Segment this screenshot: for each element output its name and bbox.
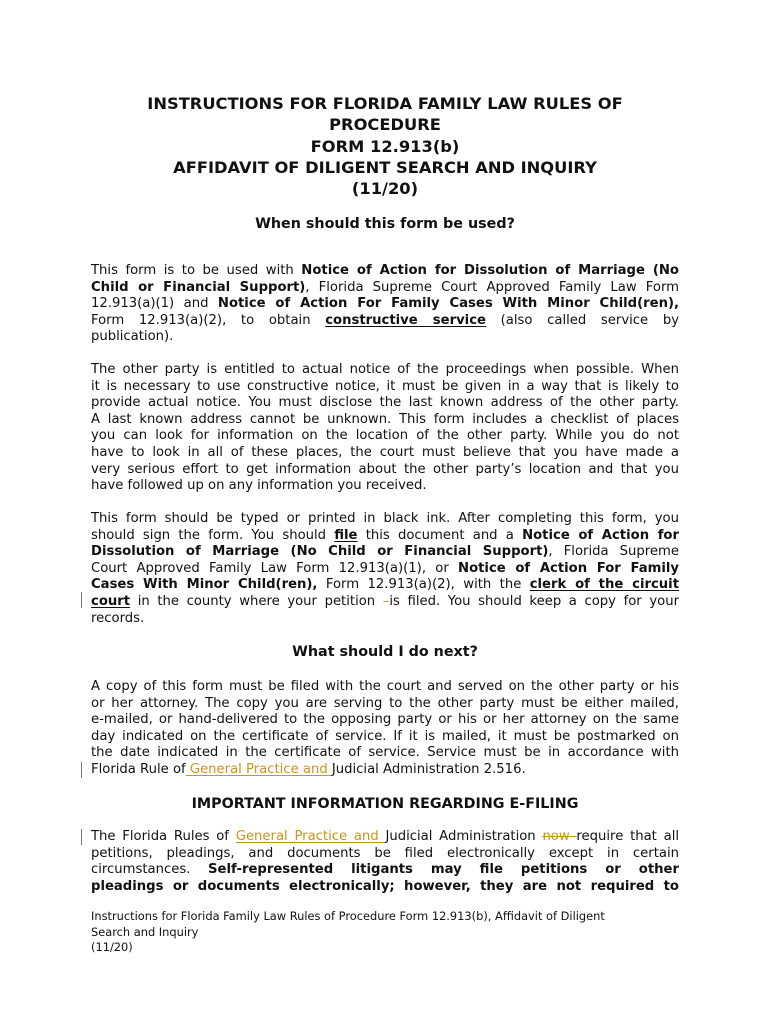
paragraph-line: circumstances. Self-represented litigants may file petitions or other bbox=[91, 862, 679, 878]
footer-line-1: Instructions for Florida Family Law Rules of Procedure Form 12.913(b), Affidavit of Diligent bbox=[91, 909, 605, 923]
paragraph-line: day indicated on the certificate of service. If it is mailed, it must be postmarked on bbox=[91, 728, 679, 744]
revision-change-bar bbox=[81, 592, 82, 608]
paragraph-line: have followed up on any information you received. bbox=[91, 478, 427, 494]
document-title bbox=[90, 93, 680, 199]
paragraph-line: This form should be typed or printed in black ink. After completing this form, you bbox=[91, 511, 679, 526]
heading-what-next: What should I do next? bbox=[292, 644, 478, 660]
inserted-dash: – bbox=[382, 593, 390, 609]
paragraph-line: records. bbox=[91, 610, 145, 626]
paragraph-line: Court Approved Family Law Form 12.913(a)(1), or Notice of Action For Family bbox=[91, 560, 679, 576]
paragraph-line: This form is to be used with Notice of Action for Dissolution of Marriage (No bbox=[91, 263, 679, 278]
paragraph-line: should sign the form. You should file this document and a Notice of Action for bbox=[91, 527, 679, 543]
footer-line-3: (11/20) bbox=[91, 940, 133, 954]
clerk-term: clerk of the circuit bbox=[529, 577, 680, 593]
paragraph-line: it is necessary to use constructive notice, it must be given in a way that is likely to bbox=[91, 378, 679, 394]
deleted-text: now bbox=[542, 829, 577, 844]
paragraph-line: The other party is entitled to actual notice of the proceedings when possible. When bbox=[91, 362, 679, 377]
paragraph-line: have to look in all of these places, the court must believe that you have made a bbox=[91, 444, 679, 460]
paragraph-line: e-mailed, or hand-delivered to the opposing party or his or her attorney on the same bbox=[91, 712, 679, 728]
title-line-4: AFFIDAVIT OF DILIGENT SEARCH AND INQUIRY bbox=[173, 157, 597, 177]
revision-change-bar bbox=[81, 762, 82, 778]
paragraph-line: Dissolution of Marriage (No Child or Financial Support), Florida Supreme bbox=[91, 544, 679, 560]
paragraph-line: pleadings or documents electronically; however, they are not required to bbox=[91, 878, 679, 894]
paragraph-line: petitions, pleadings, and documents be filed electronically except in certain bbox=[91, 845, 679, 861]
inserted-text: General Practice and bbox=[235, 829, 386, 844]
paragraph-line: you can look for information on the location of the other party. While you do not bbox=[91, 428, 679, 444]
paragraph-line: the date indicated in the certificate of service. Service must be in accordance with bbox=[91, 745, 679, 761]
heading-when-to-use: When should this form be used? bbox=[255, 216, 515, 232]
paragraph-service bbox=[91, 679, 679, 779]
title-line-1: INSTRUCTIONS FOR FLORIDA FAMILY LAW RULES OF bbox=[147, 94, 623, 113]
paragraph-line: The Florida Rules of General Practice and Judicial Administration now require that all bbox=[91, 829, 680, 844]
paragraph-filing bbox=[91, 511, 679, 627]
title-line-2: PROCEDURE bbox=[329, 115, 441, 135]
page-footer bbox=[91, 909, 681, 956]
paragraph-line: Form 12.913(a)(2), to obtain constructive service (also called service by bbox=[91, 312, 679, 328]
paragraph-line: publication). bbox=[91, 329, 174, 345]
paragraph-line: Cases With Minor Child(ren), Form 12.913(a)(2), with the clerk of the circuit bbox=[91, 577, 680, 593]
paragraph-notice bbox=[91, 362, 679, 495]
paragraph-line: or her attorney. The copy you are serving to the other party must be either mailed, bbox=[91, 695, 679, 711]
revision-change-bar bbox=[81, 829, 82, 845]
inserted-text: General Practice and bbox=[185, 761, 332, 777]
paragraph-line: provide actual notice. You must disclose the last known address of the other party. bbox=[91, 395, 679, 411]
paragraph-line: court in the county where your petition –is filed. You should keep a copy for your bbox=[91, 593, 679, 609]
paragraph-usage bbox=[91, 263, 679, 346]
constructive-service-term: constructive service bbox=[325, 312, 486, 328]
paragraph-line: A last known address cannot be unknown. This form includes a checklist of places bbox=[91, 411, 679, 427]
paragraph-line: 12.913(a)(1) and Notice of Action For Family Cases With Minor Child(ren), bbox=[91, 296, 680, 312]
title-line-3: FORM 12.913(b) bbox=[310, 136, 460, 156]
footer-line-2: Search and Inquiry bbox=[91, 924, 199, 939]
paragraph-efiling bbox=[91, 829, 679, 895]
paragraph-line: Florida Rule of General Practice and Judicial Administration 2.516. bbox=[91, 761, 526, 777]
paragraph-line: A copy of this form must be filed with the court and served on the other party or his bbox=[91, 679, 679, 694]
paragraph-line: Child or Financial Support), Florida Supreme Court Approved Family Law Form bbox=[91, 279, 679, 295]
heading-efiling: IMPORTANT INFORMATION REGARDING E-FILING bbox=[191, 796, 579, 812]
title-line-5: (11/20) bbox=[351, 179, 419, 199]
paragraph-line: very serious effort to get information about the other party’s location and that you bbox=[91, 461, 679, 477]
file-term: file bbox=[334, 527, 358, 543]
